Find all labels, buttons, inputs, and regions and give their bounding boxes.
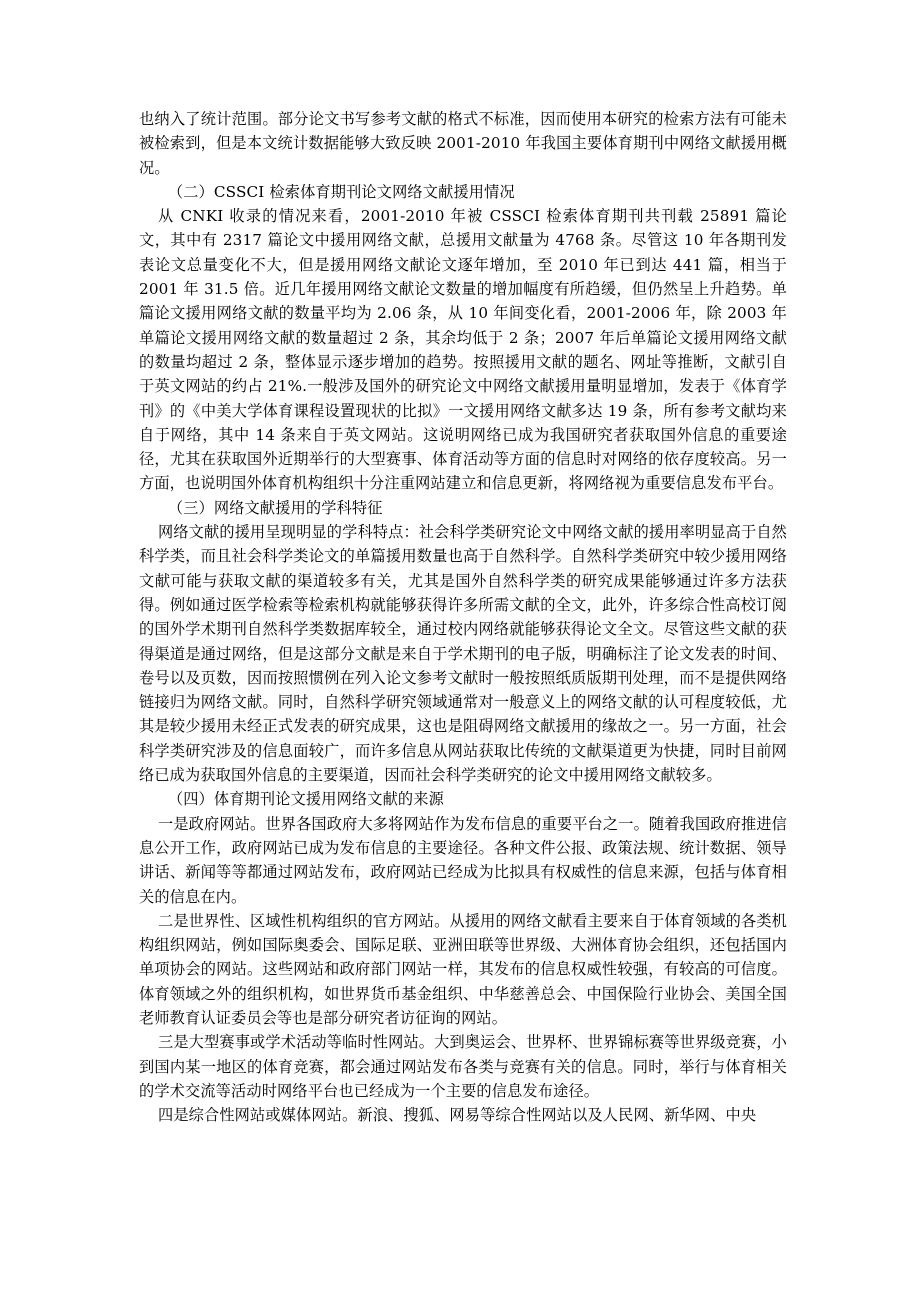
- paragraph-source-government: 一是政府网站。世界各国政府大多将网站作为发布信息的重要平台之一。随着我国政府推进信息公开工作，政府网站已成为发布信息的主要途径。各种文件公报、政策法规、统计数据、领导讲话、新闻等等都通过网站发布，政府网站已经成为比拟具有权威性的信息来源，包括与体育相关的信息在内。: [139, 814, 787, 906]
- section-heading-discipline: （三）网络文献援用的学科特征: [167, 498, 383, 517]
- paragraph-source-events: 三是大型赛事或学术活动等临时性网站。大到奥运会、世界杯、世界锦标赛等世界级竞赛，小到国内某一地区的体育竞赛，都会通过网站发布各类与竞赛有关的信息。同时，举行与体育相关的学术交流等活动时网络平台也已经成为一个主要的信息发布途径。: [139, 1033, 787, 1100]
- section-heading-sources: （四）体育期刊论文援用网络文献的来源: [167, 790, 444, 809]
- paragraph-cssci-citations: 从 CNKI 收录的情况来看，2001-2010 年被 CSSCI 检索体育期刊共刊载 25891 篇论文，其中有 2317 篇论文中援用网络文献，总援用文献量为 4768 条。尽管这 10 年各期刊发表论文总量变化不大，但是援用网络文献论文逐年增加，至 2010 年已到达 441 篇，相当于 2001 年 31.5 倍。近几年援用网络文献论文数量的增加幅度有所趋缓，但仍然呈上升趋势。单篇论文援用网络文献的数量平均为 2.06 条，从 10 年间变化看，2001-2006 年，除 2003 年单篇论文援用网络文献的数量超过 2 条，其余均低于 2 条；2007 年后单篇论文援用网络文献的数量均超过 2 条，整体显示逐步增加的趋势。按照援用文献的题名、网址等推断，文献引自于英文网站的约占 21%.一般涉及国外的研究论文中网络文献援用量明显增加，发表于《体育学刊》的《中美大学体育课程设置现状的比拟》一文援用网络文献多达 19 条，所有参考文献均来自于网络，其中 14 条来自于英文网站。这说明网络已成为我国研究者获取国外信息的重要途径，尤其在获取国外近期举行的大型赛事、体育活动等方面的信息时对网络的依存度较高。另一方面，也说明国外体育机构组织十分注重网站建立和信息更新，将网络视为重要信息发布平台。: [139, 207, 787, 493]
- section-heading-cssci: （二）CSSCI 检索体育期刊论文网络文献援用情况: [167, 182, 515, 201]
- paragraph-source-organizations: 二是世界性、区域性机构组织的官方网站。从援用的网络文献看主要来自于体育领域的各类机构组织网站，例如国际奥委会、国际足联、亚洲田联等世界级、大洲体育协会组织，还包括国内单项协会的网站。这些网站和政府部门网站一样，其发布的信息权威性较强，有较高的可信度。体育领域之外的组织机构，如世界货币基金组织、中华慈善总会、中国保险行业协会、美国全国老师教育认证委员会等也是部分研究者访征询的网站。: [139, 911, 787, 1027]
- document-page: [139, 107, 787, 1127]
- paragraph-source-media: 四是综合性网站或媒体网站。新浪、搜狐、网易等综合性网站以及人民网、新华网、中央: [158, 1106, 757, 1125]
- paragraph-statistics-scope: 也纳入了统计范围。部分论文书写参考文献的格式不标准，因而使用本研究的检索方法有可能未被检索到，但是本文统计数据能够大致反映 2001-2010 年我国主要体育期刊中网络文献援用概况。: [139, 110, 787, 177]
- paragraph-discipline-features: 网络文献的援用呈现明显的学科特点：社会科学类研究论文中网络文献的援用率明显高于自然科学类，而且社会科学类论文的单篇援用数量也高于自然科学。自然科学类研究中较少援用网络文献可能与获取文献的渠道较多有关，尤其是国外自然科学类的研究成果能够通过许多方法获得。例如通过医学检索等检索机构就能够获得许多所需文献的全文，此外，许多综合性高校订阅的国外学术期刊自然科学类数据库较全，通过校内网络就能够获得论文全文。尽管这些文献的获得渠道是通过网络，但是这部分文献是来自于学术期刊的电子版，明确标注了论文发表的时间、卷号以及页数，因而按照惯例在列入论文参考文献时一般按照纸质版期刊处理，而不是提供网络链接归为网络文献。同时，自然科学研究领域通常对一般意义上的网络文献的认可程度较低，尤其是较少援用未经正式发表的研究成果，这也是阻碍网络文献援用的缘故之一。另一方面，社会科学类研究涉及的信息面较广，而许多信息从网站获取比传统的文献渠道更为快捷，同时目前网络已成为获取国外信息的主要渠道，因而社会科学类研究的论文中援用网络文献较多。: [139, 523, 787, 785]
